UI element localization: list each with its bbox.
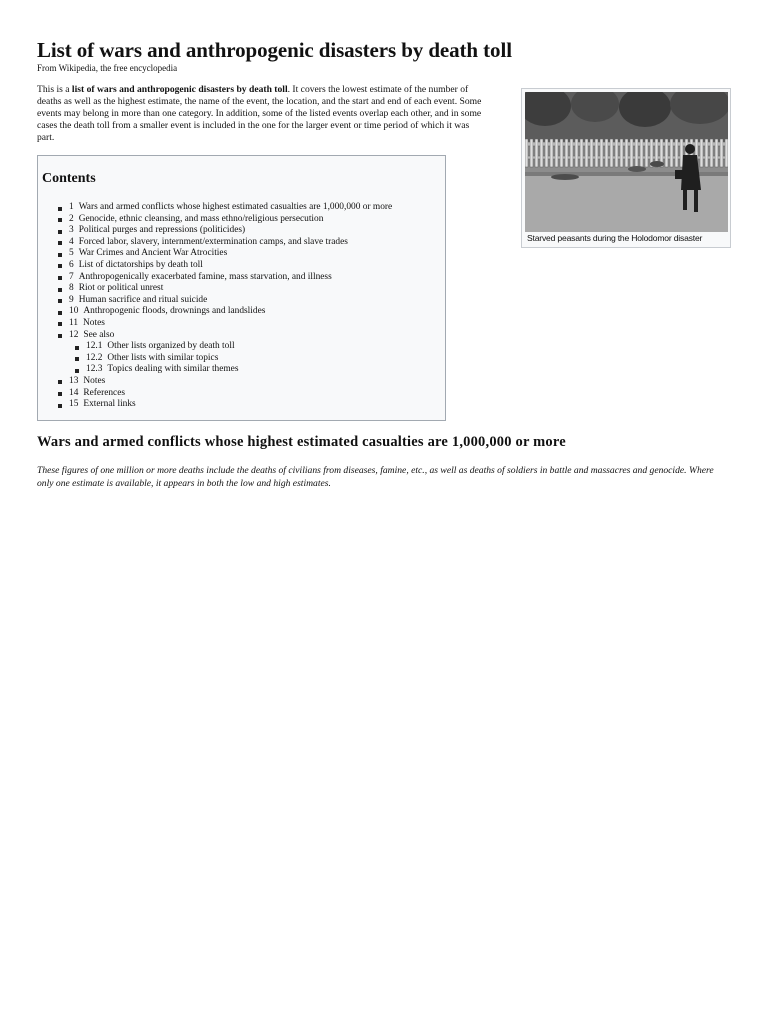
fence-picket — [545, 139, 548, 167]
toc-number: 13 — [69, 375, 79, 386]
toc-number: 2 — [69, 213, 74, 224]
fence-picket — [600, 139, 603, 167]
intro-paragraph — [37, 84, 487, 144]
toc-number: 14 — [69, 387, 79, 398]
fence-picket — [700, 139, 703, 167]
intro-suffix: . It covers the lowest estimate of the number of deaths as well as the highest estimate, the name of the event, the location, and the start and end of each event. Some events may belong in more than one category. In addition, some of the listed events overlap each other, and in some cases the death toll from a smaller event is included in the one for the larger event or time period of which it was part. — [37, 84, 482, 144]
fence-picket — [625, 139, 628, 167]
fence-picket — [715, 139, 718, 167]
fence-picket — [645, 139, 648, 167]
holodomor-photo[interactable] — [525, 92, 728, 232]
toc-link[interactable]: Political purges and repressions (politicides) — [78, 225, 246, 236]
toc-number: 1 — [69, 202, 74, 212]
photo-illustration — [525, 92, 728, 232]
toc-item-12-1[interactable] — [75, 341, 392, 353]
toc-link[interactable]: War Crimes and Ancient War Atrocities — [78, 248, 228, 259]
table-of-contents — [37, 155, 446, 421]
toc-item-4[interactable] — [58, 237, 392, 249]
figure-thumbnail[interactable] — [521, 88, 731, 248]
fence-picket — [530, 139, 533, 167]
fence-picket — [605, 139, 608, 167]
fence-picket — [560, 139, 563, 167]
fence-picket — [615, 139, 618, 167]
toc-item-3[interactable] — [58, 225, 392, 237]
toc-link[interactable]: List of dictatorships by death toll — [78, 259, 203, 270]
toc-number: 4 — [69, 236, 74, 247]
toc-number: 7 — [69, 271, 74, 282]
fence-picket — [630, 139, 633, 167]
article — [37, 38, 731, 489]
toc-link[interactable]: Genocide, ethnic cleansing, and mass ethno/religious persecution — [78, 213, 324, 224]
fence-picket — [710, 139, 713, 167]
fence-picket — [555, 139, 558, 167]
fence-picket — [620, 139, 623, 167]
toc-link[interactable]: References — [83, 387, 126, 398]
toc-number: 12.1 — [86, 341, 103, 352]
fence-picket — [585, 139, 588, 167]
fence-picket — [705, 139, 708, 167]
fence-picket — [535, 139, 538, 167]
toc-item-13[interactable] — [58, 376, 392, 388]
toc-link[interactable]: See also — [83, 329, 115, 340]
intro-prefix: This is a — [37, 84, 72, 95]
toc-list — [58, 202, 392, 411]
toc-link[interactable]: Forced labor, slavery, internment/extermination camps, and slave trades — [78, 236, 348, 247]
fence-picket — [540, 139, 543, 167]
fence-picket — [725, 139, 728, 167]
fence-picket — [575, 139, 578, 167]
toc-number: 12.2 — [86, 352, 103, 363]
toc-number: 12.3 — [86, 364, 103, 375]
section-hatnote: These figures of one million or more deaths include the deaths of civilians from diseases, famine, etc., as well as deaths of soldiers in battle and massacres and genocide. Where only one estimate is available, it appears in both the low and high estimates. — [37, 465, 714, 489]
toc-link[interactable]: Anthropogenic floods, drownings and landslides — [83, 306, 266, 317]
toc-link[interactable]: Human sacrifice and ritual suicide — [78, 294, 208, 305]
toc-number: 6 — [69, 259, 74, 270]
toc-item-11[interactable] — [58, 318, 392, 330]
toc-link[interactable]: Notes — [83, 317, 105, 328]
toc-link[interactable]: Riot or political unrest — [78, 283, 164, 294]
fence-picket — [525, 139, 528, 167]
toc-link[interactable]: Topics dealing with similar themes — [107, 364, 239, 375]
toc-item-6[interactable] — [58, 260, 392, 272]
toc-item-5[interactable] — [58, 248, 392, 260]
toc-number: 3 — [69, 225, 74, 236]
fence-picket — [670, 139, 673, 167]
toc-item-10[interactable] — [58, 306, 392, 318]
toc-item-7[interactable] — [58, 272, 392, 284]
toc-item-2[interactable] — [58, 214, 392, 226]
toc-item-9[interactable] — [58, 295, 392, 307]
fence-picket — [680, 139, 683, 167]
section-heading: Wars and armed conflicts whose highest estimated casualties are 1,000,000 or more — [37, 434, 566, 450]
fence-picket — [720, 139, 723, 167]
toc-number: 5 — [69, 248, 74, 259]
site-subtitle: From Wikipedia, the free encyclopedia — [37, 63, 178, 73]
fence-picket — [595, 139, 598, 167]
toc-number: 10 — [69, 306, 79, 317]
fence-picket — [675, 139, 678, 167]
toc-item-15[interactable] — [58, 399, 392, 411]
toc-link[interactable]: Anthropogenically exacerbated famine, mass starvation, and illness — [78, 271, 332, 282]
toc-link[interactable]: Other lists with similar topics — [107, 352, 219, 363]
fence-picket — [570, 139, 573, 167]
toc-number: 15 — [69, 399, 79, 410]
toc-link[interactable]: Wars and armed conflicts whose highest estimated casualties are 1,000,000 or more — [78, 202, 393, 212]
toc-title: Contents — [42, 171, 96, 186]
toc-item-12-2[interactable] — [75, 353, 392, 365]
toc-number: 12 — [69, 329, 79, 340]
fence-picket — [580, 139, 583, 167]
fence-picket — [635, 139, 638, 167]
toc-link[interactable]: External links — [83, 399, 136, 410]
fence-picket — [550, 139, 553, 167]
toc-item-12[interactable] — [58, 330, 392, 342]
figure-caption: Starved peasants during the Holodomor disaster — [527, 233, 703, 243]
fence-picket — [640, 139, 643, 167]
fence-picket — [665, 139, 668, 167]
toc-number: 9 — [69, 294, 74, 305]
toc-item-8[interactable] — [58, 283, 392, 295]
toc-number: 8 — [69, 283, 74, 294]
fence-picket — [590, 139, 593, 167]
fence-picket — [565, 139, 568, 167]
intro-bold-term: list of wars and anthropogenic disasters by death toll — [71, 84, 288, 95]
toc-item-12-3[interactable] — [75, 364, 392, 376]
page-title: List of wars and anthropogenic disasters by death toll — [37, 38, 512, 62]
toc-link[interactable]: Notes — [83, 375, 106, 386]
fence-picket — [610, 139, 613, 167]
toc-number: 11 — [69, 317, 79, 328]
toc-item-1[interactable] — [58, 202, 392, 214]
toc-link[interactable]: Other lists organized by death toll — [107, 341, 235, 352]
toc-item-14[interactable] — [58, 388, 392, 400]
